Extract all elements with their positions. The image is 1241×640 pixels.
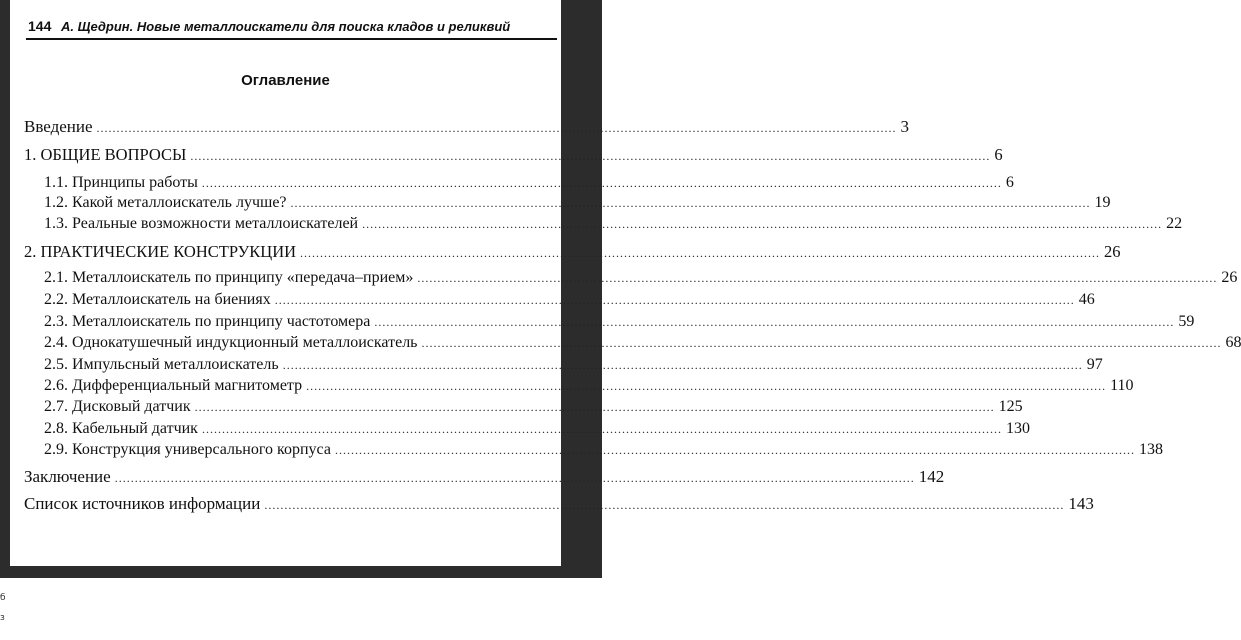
toc-entry-page: 19: [1094, 194, 1111, 211]
toc-entry-label: 1.3. Реальные возможности металлоискателей: [44, 215, 359, 232]
toc-title: Оглавление: [241, 72, 330, 89]
toc-entry-label: 2.5. Импульсный металлоискатель: [44, 356, 279, 373]
toc-entry-page: 138: [1138, 441, 1163, 458]
toc-entry-page: 26: [1221, 269, 1238, 286]
dot-leader: ........................................................................................................................................................................................................: [334, 443, 1135, 457]
toc-entry-label: 1.1. Принципы работы: [44, 174, 198, 191]
toc-entry-page: 26: [1104, 242, 1121, 261]
dot-leader: ........................................................................................................................................................................................................: [114, 471, 915, 485]
page-number: 144: [28, 18, 52, 34]
dot-leader: ........................................................................................................................................................................................................: [290, 196, 1091, 210]
corner-glyph: б: [0, 593, 6, 603]
toc-entry: [44, 397, 1023, 417]
toc-entry-page: 59: [1178, 313, 1195, 330]
dot-leader: ........................................................................................................................................................................................................: [201, 176, 1002, 190]
toc-entry-page: 142: [918, 467, 945, 486]
toc-entry: [24, 467, 945, 488]
running-head: [28, 18, 558, 34]
dot-leader: ........................................................................................................................................................................................................: [282, 358, 1083, 372]
dot-leader: ........................................................................................................................................................................................................: [190, 149, 991, 163]
toc-entry: [44, 440, 1163, 460]
toc-entry: [44, 214, 1183, 234]
toc-entry-label: 1. ОБЩИЕ ВОПРОСЫ: [24, 145, 187, 164]
dot-leader: ........................................................................................................................................................................................................: [421, 336, 1222, 350]
toc-entry: [44, 193, 1111, 213]
running-head-text: А. Щедрин. Новые металлоискатели для поиска кладов и реликвий: [60, 19, 511, 34]
toc-entry-page: 125: [998, 398, 1023, 415]
toc-entry-page: 110: [1110, 377, 1134, 394]
toc-entry: [24, 145, 1003, 166]
dot-leader: ........................................................................................................................................................................................................: [274, 293, 1075, 307]
toc-entry-page: 97: [1086, 356, 1103, 373]
corner-glyph: з: [0, 613, 5, 623]
book-page: [10, 0, 1241, 566]
toc-entry: [44, 312, 1195, 332]
toc-entry-label: Список источников информации: [24, 494, 261, 513]
toc-entry: [24, 117, 910, 138]
corner-text: [0, 588, 8, 628]
toc-entry-page: 6: [1005, 174, 1014, 191]
toc-entry-label: 2.8. Кабельный датчик: [44, 420, 198, 437]
toc-entry-label: Введение: [24, 117, 93, 136]
toc-entry-label: 2.3. Металлоискатель по принципу частотомера: [44, 313, 371, 330]
toc-entry: [24, 242, 1121, 263]
header-rule: [26, 38, 557, 40]
toc-entry: [44, 173, 1014, 193]
toc-entry-label: 2. ПРАКТИЧЕСКИЕ КОНСТРУКЦИИ: [24, 242, 297, 261]
toc-entry: [24, 494, 1094, 515]
toc-entry: [44, 268, 1238, 288]
toc-entry-page: 46: [1078, 291, 1095, 308]
toc-entry-label: 2.2. Металлоискатель на биениях: [44, 291, 271, 308]
toc-entry: [44, 333, 1241, 353]
toc-entry-label: 1.2. Какой металлоискатель лучше?: [44, 194, 287, 211]
dot-leader: ........................................................................................................................................................................................................: [201, 422, 1002, 436]
dot-leader: ........................................................................................................................................................................................................: [300, 246, 1101, 260]
dot-leader: ........................................................................................................................................................................................................: [362, 217, 1163, 231]
toc-entry-page: 22: [1166, 215, 1183, 232]
toc-entry-page: 3: [900, 117, 910, 136]
toc-entry-page: 6: [994, 145, 1003, 164]
toc-entry-label: Заключение: [24, 467, 111, 486]
toc-entry: [44, 419, 1030, 439]
toc-entry-page: 143: [1068, 494, 1094, 513]
toc-entry-page: 68: [1225, 334, 1241, 351]
toc-entry: [44, 355, 1103, 375]
dot-leader: ........................................................................................................................................................................................................: [374, 315, 1175, 329]
toc-entry: [44, 376, 1134, 396]
toc-entry-label: 2.7. Дисковый датчик: [44, 398, 191, 415]
toc-entry-page: 130: [1005, 420, 1030, 437]
dot-leader: ........................................................................................................................................................................................................: [306, 379, 1107, 393]
toc-entry-label: 2.4. Однокатушечный индукционный металлоискатель: [44, 334, 418, 351]
dot-leader: ........................................................................................................................................................................................................: [194, 400, 995, 414]
dot-leader: ........................................................................................................................................................................................................: [96, 121, 897, 135]
dot-leader: ........................................................................................................................................................................................................: [264, 498, 1065, 512]
dot-leader: ........................................................................................................................................................................................................: [417, 271, 1218, 285]
toc-entry-label: 2.1. Металлоискатель по принципу «передача–прием»: [44, 269, 414, 286]
toc-entry: [44, 290, 1095, 310]
toc-entry-label: 2.9. Конструкция универсального корпуса: [44, 441, 331, 458]
toc-entry-label: 2.6. Дифференциальный магнитометр: [44, 377, 303, 394]
